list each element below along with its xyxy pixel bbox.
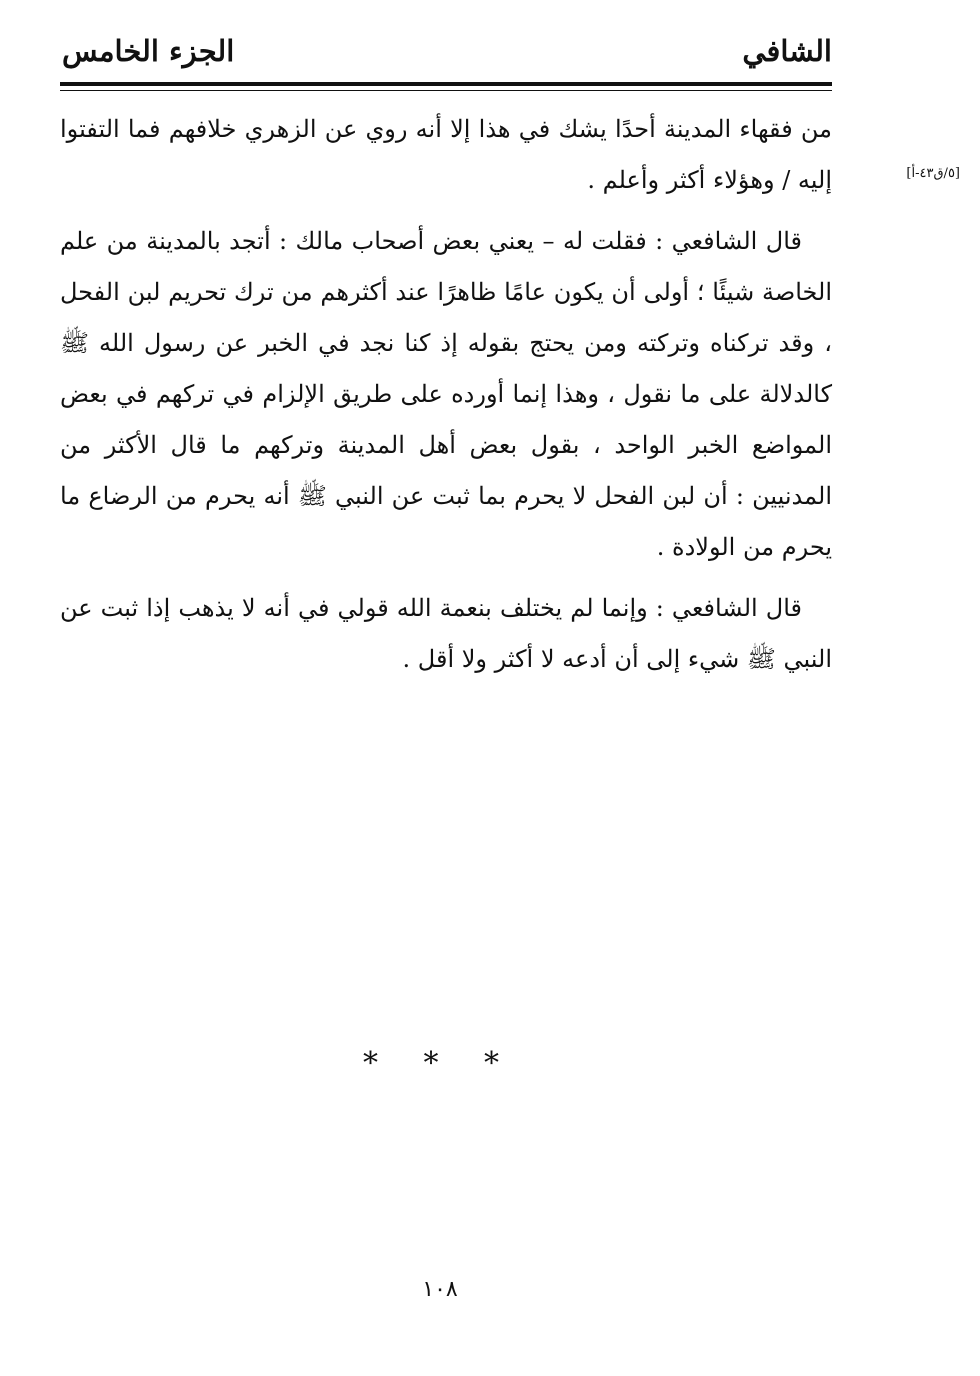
margin-manuscript-reference: [٥/ق٤٣-أ] [906, 166, 960, 181]
paragraph-3: قال الشافعي : وإنما لم يختلف بنعمة الله قولي في أنه لا يذهب إذا ثبت عن النبي ﷺ شيء إلى أن أدعه لا أكثر ولا أقل . [60, 594, 832, 673]
running-title-volume: الجزء الخامس [62, 34, 235, 68]
page-number: ١٠٨ [422, 1277, 458, 1302]
header-rule-thick [60, 82, 832, 86]
main-text [60, 104, 832, 695]
paragraph-1: من فقهاء المدينة أحدًا يشك في هذا إلا أنه روي عن الزهري خلافهم فما التفتوا إليه / وهؤلاء أكثر وأعلم . [60, 115, 832, 194]
paragraph-2: قال الشافعي : فقلت له – يعني بعض أصحاب مالك : أتجد بالمدينة من علم الخاصة شيئًا ؛ أولى أن يكون عامًا ظاهرًا عند أكثرهم من ترك تحريم لبن الفحل ، وقد تركناه وتركته ومن يحتج بقوله إذ كنا نجد في الخبر عن رسول الله ﷺ كالدلالة على ما نقول ، وهذا إنما أورده على طريق الإلزام في تركهم في بعض المواضع الخبر الواحد ، بقول بعض أهل المدينة وتركهم ما قال الأكثر من المدنيين : أن لبن الفحل لا يحرم بما ثبت عن النبي ﷺ أنه يحرم من الرضاع ما يحرم من الولادة . [60, 227, 832, 561]
running-title-book: الشافي [742, 34, 832, 68]
header-rule-thin [60, 90, 832, 91]
section-separator: * * * [362, 1046, 518, 1081]
